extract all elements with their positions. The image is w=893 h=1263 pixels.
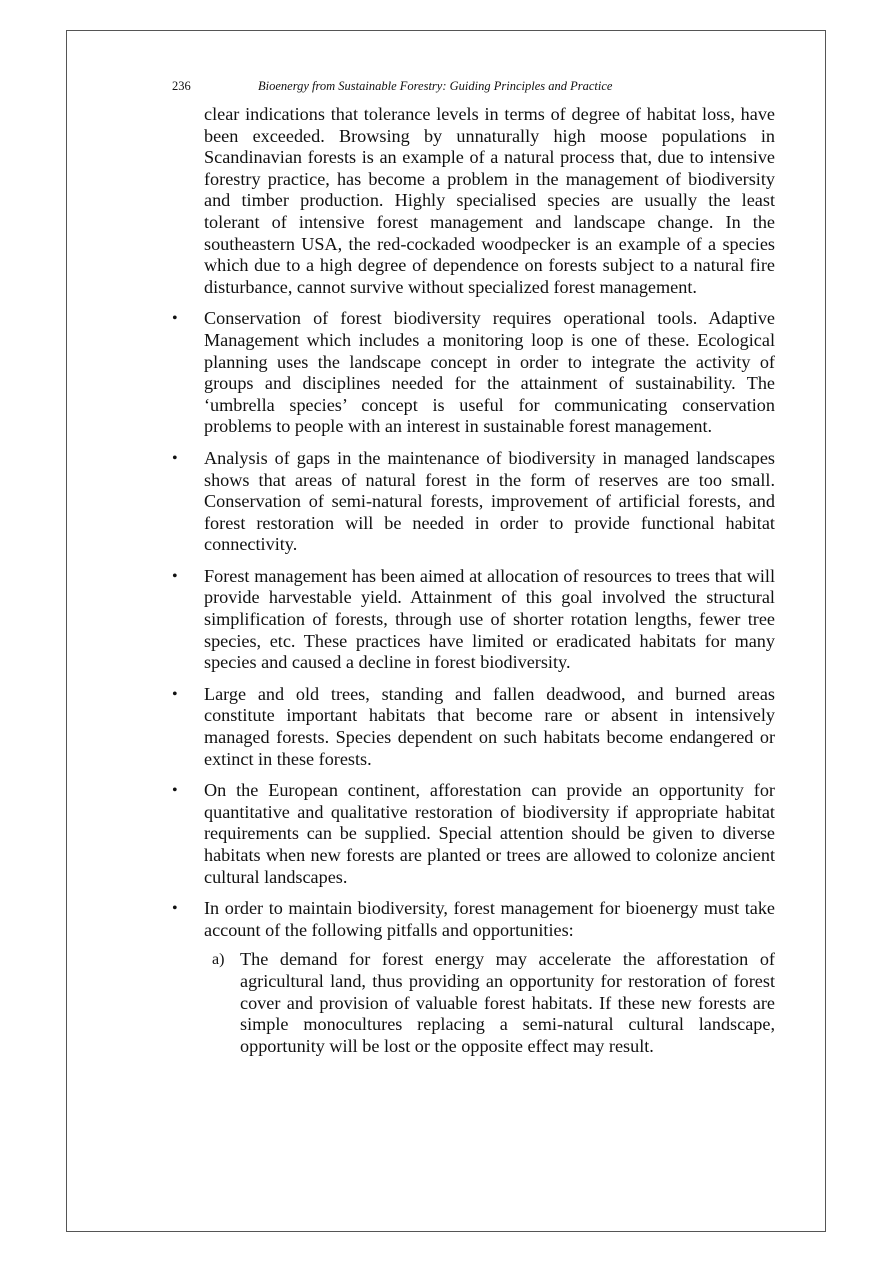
bullet-item-pitfalls-opportunities: [170, 898, 775, 1057]
sub-item-forest-energy-demand: [204, 949, 775, 1057]
bullet-icon: •: [172, 310, 178, 328]
bullet-text: Analysis of gaps in the maintenance of biodiversity in managed landscapes shows that areas of natural forest in the form of reserves are too small. Conservation of semi-natural forests, improvement of artificial forests, and forest restoration will be needed in order to provide functional habitat connectivity.: [204, 447, 775, 555]
bullet-text: On the European continent, afforestation can provide an opportunity for quantitative and qualitative restoration of biodiversity if appropriate habitat requirements can be supplied. Special attention should be given to diverse habitats when new forests are planted or trees are allowed to colonize ancient cultural landscapes.: [204, 780, 775, 887]
bullet-text: In order to maintain biodiversity, forest management for bioenergy must take account of the following pitfalls and opportunities:: [204, 898, 775, 940]
bullet-icon: •: [172, 449, 178, 467]
body-text: [170, 104, 775, 1057]
bullet-list: [170, 308, 775, 1057]
bullet-icon: •: [172, 685, 178, 703]
bullet-icon: •: [172, 900, 178, 918]
bullet-text: Large and old trees, standing and fallen deadwood, and burned areas constitute important habitats that become rare or absent in intensively managed forests. Species dependent on such habitats become endangered or extinct in these forests.: [204, 683, 775, 769]
bullet-item-adaptive-management: [170, 308, 775, 438]
bullet-icon: •: [172, 567, 178, 585]
page-number: 236: [172, 79, 191, 93]
sub-item-text: The demand for forest energy may accelerate the afforestation of agricultural land, thus providing an opportunity for restoration of forest cover and provision of valuable forest habitats. If these new forests are simple monocultures replacing a semi-natural cultural landscape, opportunity will be lost or the opposite effect may result.: [240, 949, 775, 1056]
bullet-item-structural-simplification: [170, 566, 775, 674]
bullet-item-gap-analysis: [170, 448, 775, 556]
bullet-text: Forest management has been aimed at allocation of resources to trees that will provide harvestable yield. Attainment of this goal involved the structural simplification of forests, through use of shorter rotation lengths, fewer tree species, etc. These practices have limited or eradicated habitats for many species and caused a decline in forest biodiversity.: [204, 565, 775, 673]
bullet-text: Conservation of forest biodiversity requires operational tools. Adaptive Management which includes a monitoring loop is one of these. Ecological planning uses the landscape concept in order to integrate the activity of groups and disciplines needed for the attainment of sustainability. The ‘umbrella species’ concept is useful for communicating conservation problems to people with an interest in sustainable forest management.: [204, 308, 775, 437]
intro-paragraph: clear indications that tolerance levels in terms of degree of habitat loss, have been exceeded. Browsing by unnaturally high moose populations in Scandinavian forests is an example of a natural process that, due to intensive forestry practice, has become a problem in the management of biodiversity and timber production. Highly specialised species are usually the least tolerant of intensive forest management and landscape change. In the southeastern USA, the red-cockaded woodpecker is an example of a species which due to a high degree of dependence on forests subject to a natural fire disturbance, cannot survive without specialized forest management.: [204, 104, 775, 297]
book-title: Bioenergy from Sustainable Forestry: Guiding Principles and Practice: [258, 79, 613, 93]
running-header: [172, 78, 772, 94]
bullet-item-afforestation: [170, 780, 775, 888]
sub-item-marker: a): [212, 951, 225, 969]
sub-list: [204, 949, 775, 1057]
bullet-item-old-trees-deadwood: [170, 684, 775, 770]
bullet-icon: •: [172, 782, 178, 800]
